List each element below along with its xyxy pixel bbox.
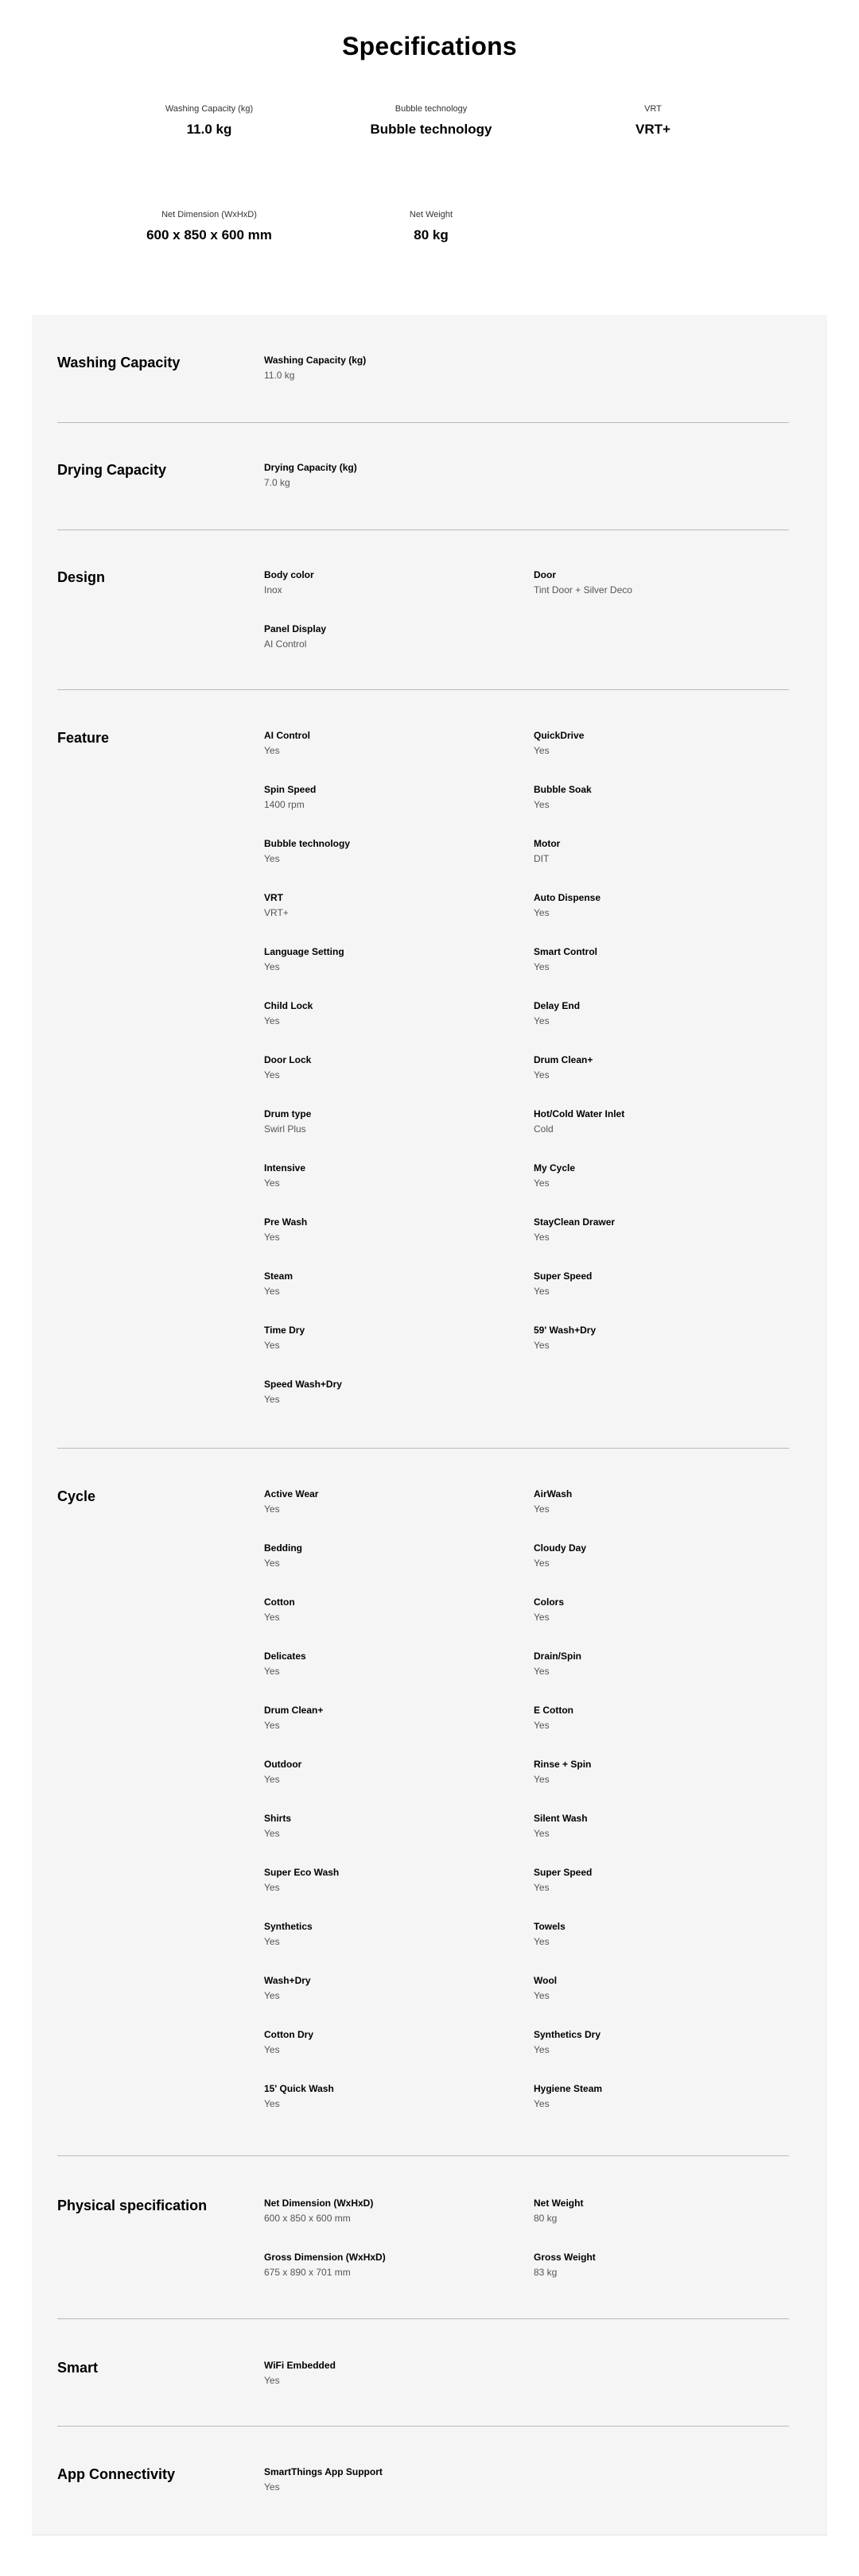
spec-value: Yes: [534, 1774, 550, 1785]
spec-value: Yes: [534, 799, 550, 810]
spec-item: [264, 1108, 503, 1135]
spec-value: Yes: [534, 1177, 550, 1189]
spec-label: Spin Speed: [264, 784, 317, 795]
spec-label: Time Dry: [264, 1325, 305, 1336]
spec-value: AI Control: [264, 638, 307, 650]
spec-item: [264, 2083, 503, 2109]
spec-value: Yes: [264, 1232, 280, 1243]
spec-item: [264, 1000, 503, 1026]
spec-label: Net Dimension (WxHxD): [264, 2198, 374, 2209]
spec-value: 675 x 890 x 701 mm: [264, 2267, 351, 2278]
spec-value: Yes: [534, 1990, 550, 2001]
spec-label: Super Speed: [534, 1867, 593, 1878]
spec-value: Yes: [264, 1340, 280, 1351]
spec-value: Yes: [264, 1720, 280, 1731]
spec-label: Speed Wash+Dry: [264, 1379, 342, 1390]
spec-item: [534, 730, 772, 756]
spec-label: Wool: [534, 1975, 558, 1986]
spec-item: [534, 569, 772, 596]
highlight-label: Net Dimension (WxHxD): [161, 210, 257, 219]
highlight-label: Net Weight: [409, 210, 453, 219]
spec-value: 80 kg: [534, 2213, 558, 2224]
spec-item: [264, 623, 503, 650]
spec-item: [534, 1596, 772, 1623]
spec-label: Bedding: [264, 1542, 302, 1554]
spec-label: WiFi Embedded: [264, 2360, 336, 2371]
section-title-drying-capacity: Drying Capacity: [57, 462, 167, 478]
spec-item: [264, 1325, 503, 1351]
spec-value: Yes: [264, 1936, 280, 1947]
spec-value: Yes: [534, 1069, 550, 1080]
section-divider: [57, 689, 789, 690]
spec-value: Yes: [264, 853, 280, 864]
spec-value: Yes: [264, 1394, 280, 1405]
spec-label: E Cotton: [534, 1705, 573, 1716]
spec-item: [534, 2083, 772, 2109]
highlight-bubble-technology: [312, 104, 550, 138]
spec-value: Yes: [534, 1340, 550, 1351]
spec-value: Yes: [264, 1774, 280, 1785]
spec-label: Drum type: [264, 1108, 312, 1119]
spec-label: Cotton Dry: [264, 2029, 313, 2040]
highlight-value: 600 x 850 x 600 mm: [146, 227, 272, 242]
highlight-value: Bubble technology: [370, 122, 492, 137]
spec-label: Panel Display: [264, 623, 327, 634]
spec-value: Yes: [264, 1882, 280, 1893]
spec-label: Door Lock: [264, 1054, 312, 1065]
spec-label: Outdoor: [264, 1759, 302, 1770]
spec-item: [534, 1108, 772, 1135]
spec-item: [264, 1488, 503, 1515]
spec-label: Washing Capacity (kg): [264, 355, 367, 366]
spec-label: Super Eco Wash: [264, 1867, 340, 1878]
page-title: Specifications: [342, 32, 517, 60]
spec-label: StayClean Drawer: [534, 1216, 616, 1228]
spec-item: [264, 1216, 503, 1243]
section-divider: [57, 2318, 789, 2319]
highlight-value: VRT+: [636, 122, 670, 137]
section-divider: [57, 422, 789, 423]
spec-label: Motor: [534, 838, 561, 849]
section-title-design: Design: [57, 569, 106, 585]
spec-item: [534, 1162, 772, 1189]
spec-item: [534, 1975, 772, 2001]
spec-label: Auto Dispense: [534, 892, 601, 903]
spec-label: 59' Wash+Dry: [534, 1325, 597, 1336]
spec-item: [264, 1921, 503, 1947]
spec-item: [534, 1651, 772, 1677]
spec-label: Hot/Cold Water Inlet: [534, 1108, 625, 1119]
spec-item: [264, 1162, 503, 1189]
spec-item: [534, 1705, 772, 1731]
spec-label: Delay End: [534, 1000, 581, 1011]
spec-item: [264, 569, 503, 596]
section-title-washing-capacity: Washing Capacity: [57, 355, 181, 370]
spec-value: Yes: [534, 1558, 550, 1569]
spec-label: Silent Wash: [534, 1813, 588, 1824]
spec-value: Yes: [264, 1069, 280, 1080]
spec-item: [534, 1813, 772, 1839]
spec-value: Yes: [264, 1612, 280, 1623]
spec-item: [264, 1705, 503, 1731]
spec-label: Synthetics: [264, 1921, 313, 1932]
spec-label: Body color: [264, 569, 314, 580]
spec-label: SmartThings App Support: [264, 2466, 383, 2477]
spec-label: Gross Dimension (WxHxD): [264, 2252, 386, 2263]
spec-value: Yes: [264, 1666, 280, 1677]
spec-item: [534, 1921, 772, 1947]
spec-item: [264, 892, 503, 918]
spec-value: Yes: [264, 1503, 280, 1515]
spec-item: [264, 355, 503, 381]
spec-item: [264, 838, 503, 864]
spec-label: Towels: [534, 1921, 566, 1932]
spec-value: Yes: [534, 2098, 550, 2109]
spec-item: [534, 2029, 772, 2055]
spec-item: [264, 730, 503, 756]
spec-item: [264, 1596, 503, 1623]
spec-value: Inox: [264, 584, 282, 596]
spec-value: Swirl Plus: [264, 1123, 306, 1135]
spec-item: [534, 2198, 772, 2224]
spec-value: Yes: [534, 1828, 550, 1839]
spec-value: Yes: [534, 1232, 550, 1243]
highlight-label: Washing Capacity (kg): [165, 104, 254, 114]
spec-label: Hygiene Steam: [534, 2083, 603, 2094]
spec-label: Shirts: [264, 1813, 292, 1824]
spec-value: Yes: [264, 745, 280, 756]
spec-value: 11.0 kg: [264, 370, 295, 381]
spec-label: QuickDrive: [534, 730, 585, 741]
spec-label: Cotton: [264, 1596, 295, 1608]
spec-value: Yes: [264, 2098, 280, 2109]
spec-value: Cold: [534, 1123, 554, 1135]
spec-label: Net Weight: [534, 2198, 584, 2209]
section-title-cycle: Cycle: [57, 1488, 96, 1504]
section-divider: [57, 2155, 789, 2156]
spec-value: Yes: [264, 1015, 280, 1026]
spec-label: Drum Clean+: [534, 1054, 593, 1065]
spec-value: Yes: [534, 1503, 550, 1515]
highlight-net-weight: [312, 210, 550, 243]
spec-value: Yes: [264, 2481, 280, 2493]
spec-value: Yes: [534, 907, 550, 918]
spec-label: Smart Control: [534, 946, 598, 957]
spec-label: Super Speed: [534, 1271, 593, 1282]
spec-value: DIT: [534, 853, 550, 864]
spec-value: Yes: [264, 1558, 280, 1569]
spec-value: Yes: [534, 2044, 550, 2055]
spec-value: Yes: [264, 1286, 280, 1297]
spec-item: [534, 1000, 772, 1026]
spec-label: Drum Clean+: [264, 1705, 324, 1716]
spec-label: Bubble Soak: [534, 784, 592, 795]
spec-value: 600 x 850 x 600 mm: [264, 2213, 351, 2224]
spec-item: [264, 2252, 503, 2278]
spec-item: [534, 1867, 772, 1893]
spec-label: Intensive: [264, 1162, 306, 1174]
spec-value: Yes: [264, 1177, 280, 1189]
spec-value: Yes: [534, 1882, 550, 1893]
spec-item: [534, 1542, 772, 1569]
spec-item: [264, 2360, 503, 2386]
spec-item: [534, 838, 772, 864]
spec-label: My Cycle: [534, 1162, 576, 1174]
spec-value: Yes: [534, 745, 550, 756]
highlight-label: VRT: [644, 104, 662, 114]
spec-item: [264, 784, 503, 810]
section-title-smart: Smart: [57, 2360, 99, 2376]
spec-item: [534, 1054, 772, 1080]
spec-label: Wash+Dry: [264, 1975, 311, 1986]
spec-label: Synthetics Dry: [534, 2029, 601, 2040]
highlight-label: Bubble technology: [395, 104, 468, 114]
spec-value: Yes: [264, 2044, 280, 2055]
spec-label: AirWash: [534, 1488, 573, 1499]
section-title-physical-specification: Physical specification: [57, 2198, 208, 2213]
spec-item: [264, 1651, 503, 1677]
spec-item: [264, 1542, 503, 1569]
spec-label: Child Lock: [264, 1000, 313, 1011]
section-divider: [57, 2426, 789, 2427]
spec-label: Gross Weight: [534, 2252, 596, 2263]
spec-item: [534, 784, 772, 810]
spec-value: Yes: [534, 1015, 550, 1026]
spec-value: 1400 rpm: [264, 799, 305, 810]
highlight-value: 80 kg: [414, 227, 449, 242]
section-title-feature: Feature: [57, 730, 110, 746]
spec-item: [534, 946, 772, 972]
spec-label: Bubble technology: [264, 838, 350, 849]
spec-item: [534, 892, 772, 918]
spec-label: Door: [534, 569, 556, 580]
spec-item: [264, 2198, 503, 2224]
spec-label: Active Wear: [264, 1488, 319, 1499]
spec-item: [534, 1216, 772, 1243]
spec-item: [264, 1975, 503, 2001]
section-divider: [57, 1448, 789, 1449]
spec-item: [264, 2029, 503, 2055]
spec-label: Colors: [534, 1596, 565, 1608]
spec-value: Yes: [534, 1286, 550, 1297]
spec-item: [264, 462, 503, 488]
spec-item: [534, 1488, 772, 1515]
spec-item: [264, 2466, 503, 2493]
spec-item: [534, 1271, 772, 1297]
spec-value: Yes: [534, 1666, 550, 1677]
spec-label: Drying Capacity (kg): [264, 462, 357, 473]
highlight-washing-capacity: [90, 104, 328, 138]
spec-value: Yes: [264, 1828, 280, 1839]
spec-item: [534, 1759, 772, 1785]
spec-label: Rinse + Spin: [534, 1759, 592, 1770]
spec-value: VRT+: [264, 907, 289, 918]
spec-item: [264, 1813, 503, 1839]
spec-label: VRT: [264, 892, 283, 903]
spec-item: [534, 2252, 772, 2278]
spec-label: AI Control: [264, 730, 310, 741]
spec-value: Yes: [264, 1990, 280, 2001]
spec-item: [264, 1271, 503, 1297]
spec-label: Cloudy Day: [534, 1542, 587, 1554]
spec-label: Language Setting: [264, 946, 344, 957]
highlight-vrt: [534, 104, 772, 138]
spec-item: [534, 1325, 772, 1351]
spec-value: 7.0 kg: [264, 477, 290, 488]
spec-label: Drain/Spin: [534, 1651, 582, 1662]
spec-label: Steam: [264, 1271, 293, 1282]
spec-item: [264, 946, 503, 972]
spec-item: [264, 1054, 503, 1080]
spec-value: Yes: [264, 961, 280, 972]
spec-item: [264, 1379, 503, 1405]
spec-value: Yes: [534, 1720, 550, 1731]
highlight-net-dimension: [90, 210, 328, 243]
spec-value: Yes: [534, 961, 550, 972]
spec-label: Delicates: [264, 1651, 306, 1662]
spec-item: [264, 1867, 503, 1893]
highlight-value: 11.0 kg: [186, 122, 232, 137]
spec-value: Yes: [534, 1612, 550, 1623]
section-title-app-connectivity: App Connectivity: [57, 2466, 176, 2482]
spec-value: Yes: [534, 1936, 550, 1947]
spec-item: [264, 1759, 503, 1785]
spec-value: Tint Door + Silver Deco: [534, 584, 632, 596]
spec-label: 15' Quick Wash: [264, 2083, 334, 2094]
spec-value: Yes: [264, 2375, 280, 2386]
spec-value: 83 kg: [534, 2267, 558, 2278]
spec-label: Pre Wash: [264, 1216, 308, 1228]
